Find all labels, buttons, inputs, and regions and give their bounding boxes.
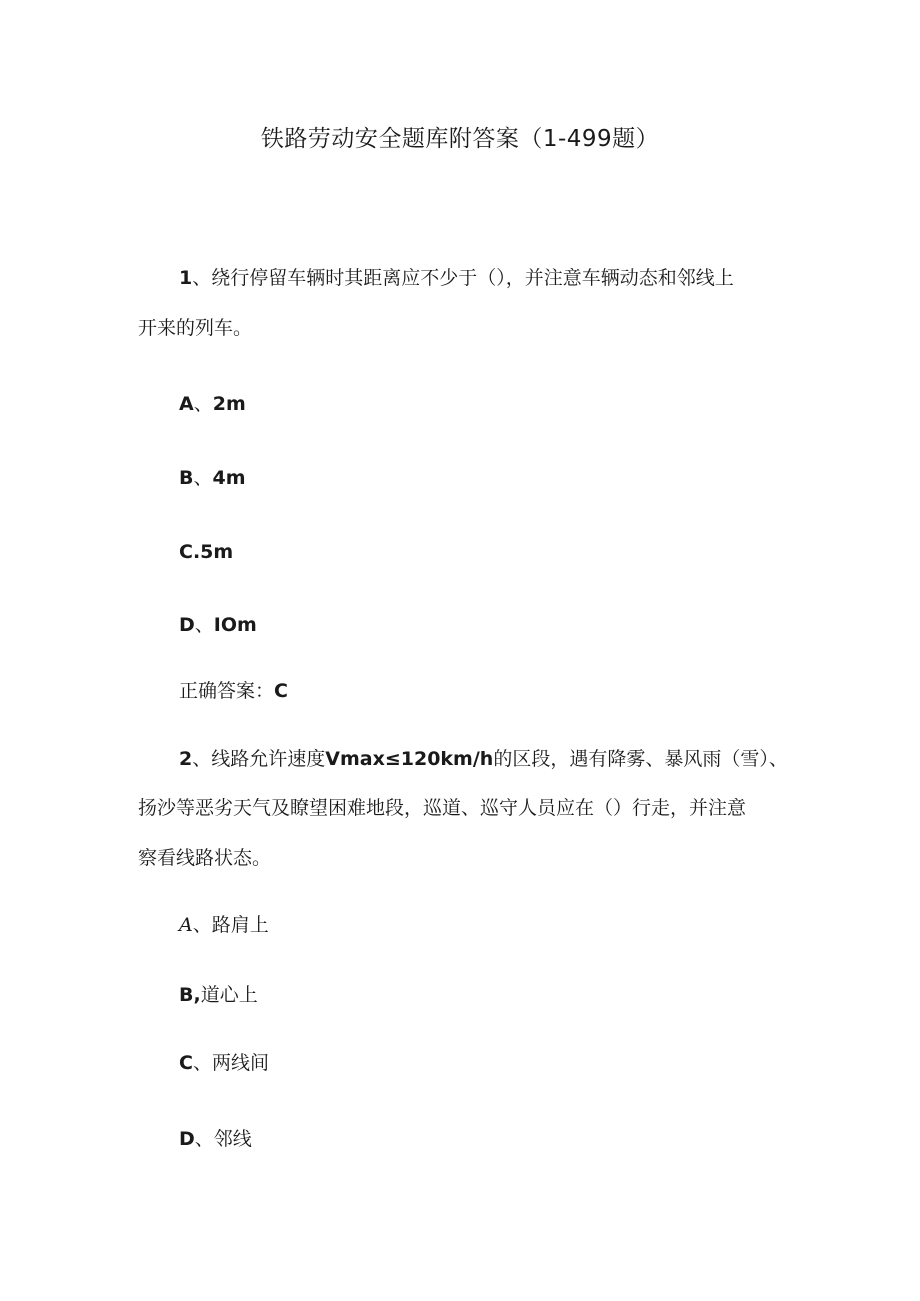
question-1-line-2: 开来的列车。 (138, 317, 253, 339)
question-1-option-a: A、2m (179, 393, 246, 415)
document-title: 铁路劳动安全题库附答案（1-499题） (260, 126, 660, 152)
question-1-line-1 (179, 265, 734, 291)
question-text: 绕行停留车辆时其距离应不少于（），并注意车辆动态和邻线上 (211, 267, 734, 289)
question-1-option-c: C.5m (179, 541, 234, 563)
answer-label: 正确答案： (179, 680, 275, 702)
question-2-option-c: C、两线间 (179, 1052, 269, 1074)
question-1-option-d: D、IOm (179, 614, 257, 636)
question-2-line-3: 察看线路状态。 (138, 847, 272, 869)
question-2-option-a: A、路肩上 (179, 914, 269, 936)
question-separator: 、 (192, 267, 212, 289)
question-number: 1 (179, 267, 193, 289)
question-number: 2 (179, 748, 193, 770)
question-1-option-b: B、4m (179, 467, 246, 489)
question-separator: 、 (192, 748, 212, 770)
answer-value: C (274, 680, 288, 702)
question-1-answer (179, 678, 288, 704)
speed-limit: Vmax≤120km/h (325, 748, 494, 770)
question-2-line-2: 扬沙等恶劣天气及瞭望困难地段，巡道、巡守人员应在（）行走，并注意 (138, 797, 747, 819)
question-2-option-b: B,道心上 (179, 984, 258, 1006)
question-2-option-d: D、邻线 (179, 1128, 252, 1150)
question-2-line-1: 2、线路允许速度Vmax≤120km/h的区段，遇有降雾、暴风雨（雪）、 (179, 748, 788, 770)
